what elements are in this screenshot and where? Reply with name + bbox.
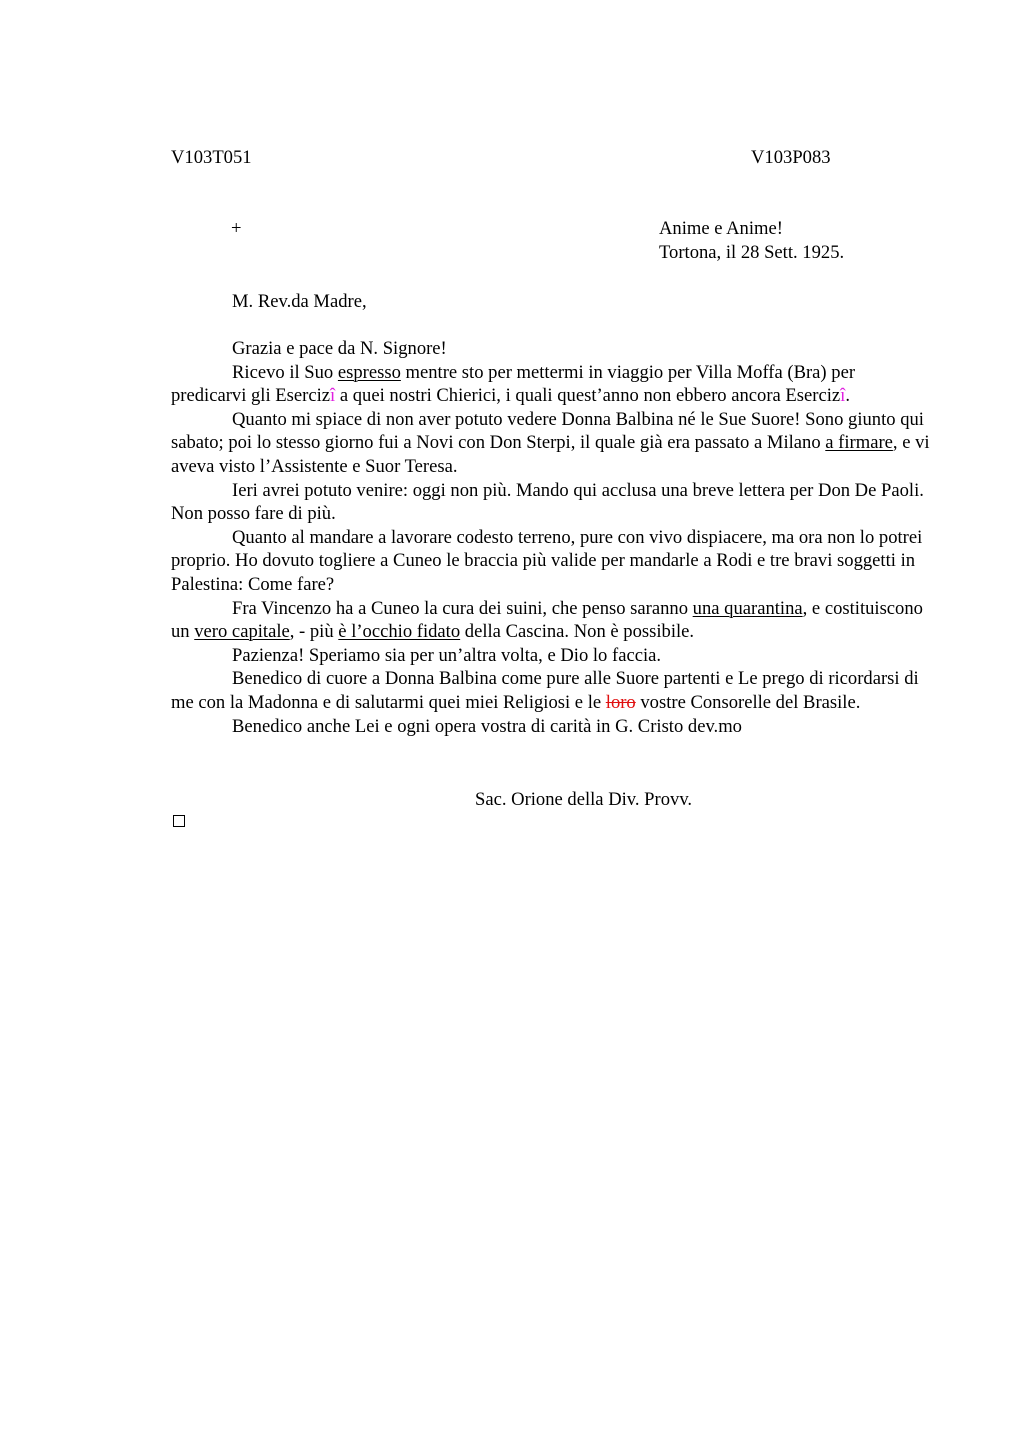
cross-symbol: + (231, 218, 242, 239)
underlined-vero-capitale: vero capitale (194, 621, 290, 643)
p1-text-b: mentre sto per mettermi in viaggio per Villa Moffa (Bra) per predicarvi gli Eserciz (171, 361, 856, 407)
paragraph-6 (171, 644, 931, 668)
annotated-i-circumflex: î (840, 385, 846, 407)
p7-text-b: vostre Consorelle del Brasile. (635, 691, 861, 713)
p7-text-a: Benedico di cuore a Donna Balbina come pure alle Suore partenti e Le prego di ricordarsi di me con la Madonna e di salutarmi quei miei Religiosi e le (171, 668, 919, 713)
greeting (171, 337, 931, 361)
p4-text: Quanto al mandare a lavorare codesto terreno, pure con vivo dispiacere, ma ora non lo potrei proprio. Ho dovuto togliere a Cuneo le braccia più valide per mandarle a Rodi e tre bravi soggetti in Palestina: Come fare? (171, 526, 923, 595)
p3-text: Ieri avrei potuto venire: oggi non più. Mando qui acclusa una breve lettera per Don De Paoli. Non posso fare di più. (171, 479, 924, 525)
paragraph-3 (171, 479, 931, 526)
p5-text-d: della Cascina. Non è possibile. (460, 621, 695, 643)
signature: Sac. Orione della Div. Provv. (475, 789, 693, 810)
p1-text-d: . (845, 385, 850, 407)
struck-word-loro: loro (605, 691, 636, 713)
empty-square-icon (173, 815, 185, 827)
motto: Anime e Anime! (659, 218, 783, 239)
salutation: M. Rev.da Madre, (232, 291, 367, 312)
underlined-a-firmare: a firmare (825, 432, 893, 454)
paragraph-5 (171, 597, 931, 644)
document-code-right: V103P083 (751, 147, 831, 168)
p8-text: Benedico anche Lei e ogni opera vostra di carità in G. Cristo dev.mo (232, 715, 742, 737)
p1-text-c: a quei nostri Chierici, i quali quest’anno non ebbero ancora Eserciz (335, 385, 841, 407)
place-date: Tortona, il 28 Sett. 1925. (659, 242, 845, 263)
p5-text-b: , e costituiscono un (171, 597, 923, 643)
underlined-una-quarantina: una quarantina (692, 597, 803, 619)
underlined-occhio-fidato: è l’occhio fidato (338, 621, 461, 643)
letter-body (171, 337, 931, 738)
p5-text-a: Fra Vincenzo ha a Cuneo la cura dei suini, che penso saranno (232, 597, 693, 619)
underlined-espresso: espresso (337, 361, 401, 383)
greeting-text: Grazia e pace da N. Signore! (232, 338, 447, 359)
p2-text-b: , e vi aveva visto l’Assistente e Suor Teresa. (171, 432, 930, 477)
p1-text-a: Ricevo il Suo (232, 361, 338, 383)
paragraph-8 (171, 715, 931, 739)
p5-text-c: , - più (289, 621, 339, 643)
paragraph-4 (171, 526, 931, 597)
paragraph-1 (171, 361, 931, 408)
paragraph-2 (171, 408, 931, 479)
p2-text-a: Quanto mi spiace di non aver potuto vedere Donna Balbina né le Sue Suore! Sono giunto qui sabato; poi lo stesso giorno fui a Novi con Don Sterpi, il quale già era passato a Milano (171, 408, 924, 454)
annotated-i-circumflex: î (330, 385, 336, 407)
document-code-left: V103T051 (171, 147, 252, 168)
paragraph-7 (171, 667, 931, 714)
p6-text: Pazienza! Speriamo sia per un’altra volta, e Dio lo faccia. (232, 644, 662, 666)
